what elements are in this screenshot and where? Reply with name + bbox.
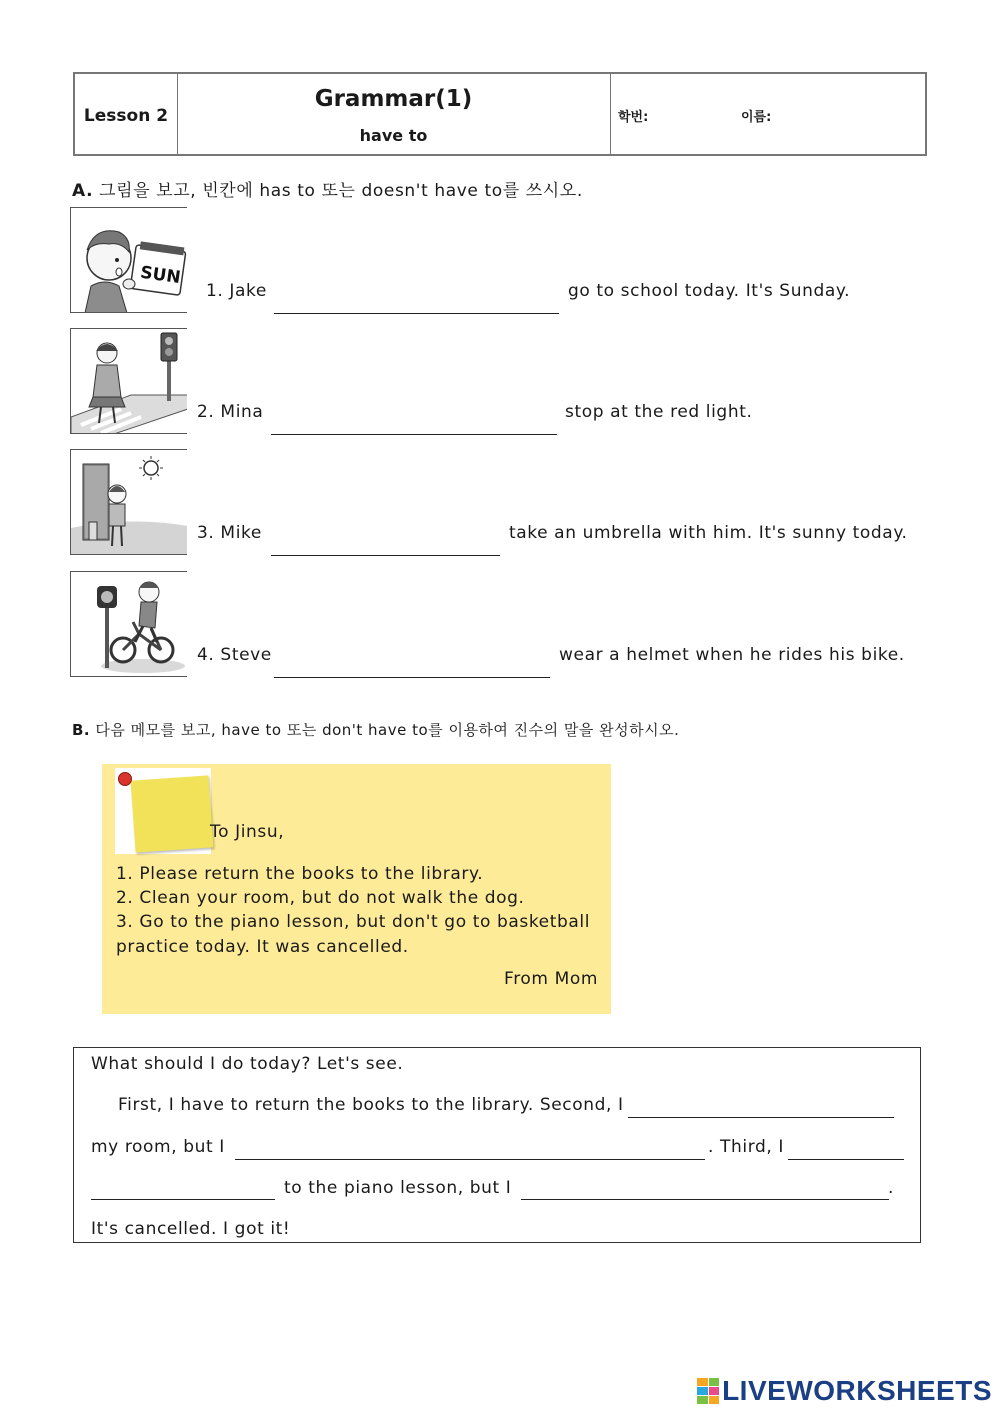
memo-line-3: 3. Go to the piano lesson, but don't go to basketball: [116, 912, 591, 932]
name-label: 이름:: [741, 110, 772, 125]
header-table: [73, 72, 927, 156]
boy-calendar-sun-picture: [70, 207, 187, 313]
student-info-cell: [610, 74, 925, 154]
item-2-suffix: stop at the red light.: [565, 402, 753, 422]
dialogue-line-2: First, I have to return the books to the library. Second, I: [118, 1095, 624, 1115]
item-1-suffix: go to school today. It's Sunday.: [568, 281, 851, 301]
memo-line-1: 1. Please return the books to the library.: [116, 864, 484, 884]
dialogue-line-5: It's cancelled. I got it!: [91, 1219, 291, 1239]
dialogue-blank-4[interactable]: [91, 1199, 275, 1200]
section-b-instruction-text: 다음 메모를 보고, have to 또는 don't have to를 이용하여 진수의 말을 완성하시오.: [95, 721, 680, 739]
memo-line-4: practice today. It was cancelled.: [116, 937, 409, 957]
item-3-suffix: take an umbrella with him. It's sunny today.: [509, 523, 908, 543]
sticky-note-picture: [115, 768, 211, 854]
girl-traffic-light-picture: [70, 328, 187, 434]
item-2-prefix: 2. Mina: [197, 402, 264, 422]
boy-bicycle-picture: [70, 571, 187, 677]
memo-greeting: To Jinsu,: [210, 822, 285, 842]
dialogue-line-3a: my room, but I: [91, 1137, 225, 1157]
section-a-instruction: [72, 176, 583, 201]
logo-text: LIVEWORKSHEETS: [722, 1375, 992, 1406]
section-b-instruction: [72, 719, 679, 740]
item-4-answer-blank[interactable]: [274, 677, 550, 678]
section-a-marker: A.: [72, 181, 94, 201]
worksheet-subtitle: have to: [359, 126, 428, 145]
boy-sunny-door-picture: [70, 449, 187, 555]
memo-signature: From Mom: [504, 969, 598, 989]
dialogue-box: [73, 1047, 921, 1243]
title-cell: [177, 74, 611, 154]
item-3-answer-blank[interactable]: [271, 555, 500, 556]
section-a-instruction-text: 그림을 보고, 빈칸에 has to 또는 doesn't have to를 쓰시오.: [99, 181, 583, 201]
item-4-suffix: wear a helmet when he rides his bike.: [559, 645, 905, 665]
memo-note: [102, 764, 611, 1014]
dialogue-blank-2[interactable]: [235, 1159, 705, 1160]
student-id-label: 학번:: [618, 110, 649, 125]
lesson-cell: [75, 74, 178, 154]
item-3-prefix: 3. Mike: [197, 523, 262, 543]
calendar-text: SUN: [139, 262, 182, 289]
dialogue-line-4a: to the piano lesson, but I: [284, 1178, 512, 1198]
lesson-label: Lesson 2: [83, 106, 169, 126]
section-b-marker: B.: [72, 721, 91, 739]
item-1-answer-blank[interactable]: [274, 313, 559, 314]
dialogue-blank-3[interactable]: [788, 1159, 904, 1160]
dialogue-line-1: What should I do today? Let's see.: [91, 1054, 404, 1074]
dialogue-line-4b: .: [888, 1178, 895, 1198]
memo-line-2: 2. Clean your room, but do not walk the dog.: [116, 888, 525, 908]
worksheet-title: Grammar(1): [314, 86, 473, 112]
logo-mark-icon: [697, 1378, 719, 1404]
liveworksheets-logo: [697, 1374, 992, 1408]
item-1-prefix: 1. Jake: [206, 281, 267, 301]
item-4-prefix: 4. Steve: [197, 645, 272, 665]
pushpin-icon: [118, 772, 132, 786]
sticky-note-paper: [131, 775, 214, 852]
dialogue-line-3b: . Third, I: [708, 1137, 784, 1157]
item-2-answer-blank[interactable]: [271, 434, 557, 435]
dialogue-blank-5[interactable]: [521, 1199, 889, 1200]
dialogue-blank-1[interactable]: [628, 1117, 894, 1118]
